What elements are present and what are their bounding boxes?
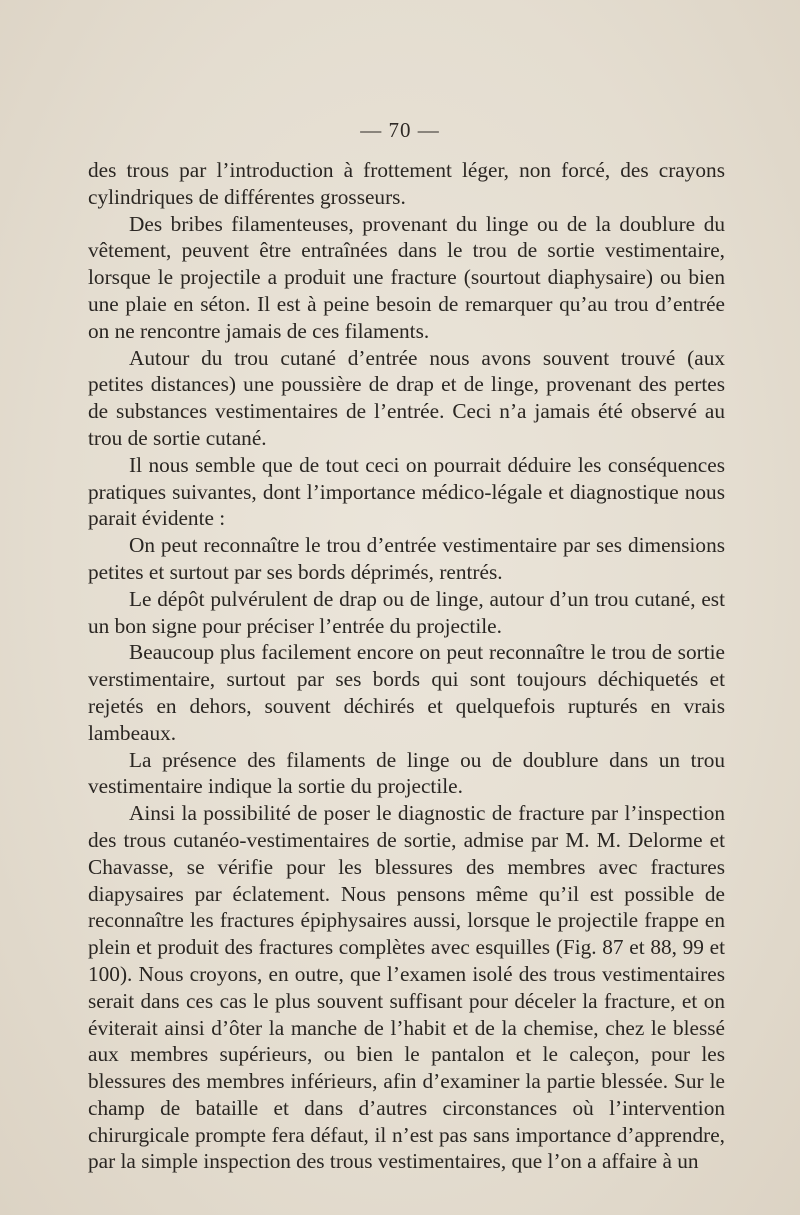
page-number: — 70 — xyxy=(360,118,440,142)
paragraph-consequences: Il nous semble que de tout ceci on pourrait déduire les conséquences pratiques suivantes, dont l’importance médico-légale et diagnostique nous parait évidente : xyxy=(88,452,725,531)
paragraph-powder: Autour du trou cutané d’entrée nous avons souvent trouvé (aux petites distances) une poussière de drap et de linge, provenant des pertes de substances vestimentaires de l’entrée. Ceci n’a jamais été observé au trou de sortie cutané. xyxy=(88,345,725,450)
body-text xyxy=(88,157,725,1175)
paragraph-entry-hole: On peut reconnaître le trou d’entrée vestimentaire par ses dimensions petites et surtout par ses bords déprimés, rentrés. xyxy=(88,533,725,584)
paragraph-continuation: des trous par l’introduction à frottement léger, non forcé, des crayons cylindriques de différentes grosseurs. xyxy=(88,158,725,209)
paragraph-exit-hole: Beaucoup plus facilement encore on peut reconnaître le trou de sortie verstimentaire, surtout par ses bords qui sont toujours déchiquetés et rejetés en dehors, souvent déchirés et quelquefois rupturés en vrais lambeaux. xyxy=(88,640,725,745)
paragraph-filaments: Des bribes filamenteuses, provenant du linge ou de la doublure du vêtement, peuvent être entraînées dans le trou de sortie vestimentaire, lorsque le projectile a produit une fracture (sourtout diaphysaire) ou bien une plaie en séton. Il est à peine besoin de remarquer qu’au trou d’entrée on ne rencontre jamais de ces filaments. xyxy=(88,211,725,343)
paragraph-deposit: Le dépôt pulvérulent de drap ou de linge, autour d’un trou cutané, est un bon signe pour préciser l’entrée du projectile. xyxy=(88,586,725,638)
paragraph-diagnosis: Ainsi la possibilité de poser le diagnostic de fracture par l’inspection des trous cutanéo-vestimentaires de sortie, admise par M. M. Delorme et Chavasse, se vérifie pour les blessures des membres avec fractures diapysaires par éclatement. Nous pensons même qu’il est possible de reconnaître les fractures épiphysaires aussi, lorsque le projectile frappe en plein et produit des fractures complètes avec esquilles (Fig. 87 et 88, 99 et 100). Nous croyons, en outre, que l’examen isolé des trous vestimentaires serait dans ces cas le plus souvent suffisant pour déceler la fracture, et on éviterait ainsi d’ôter la manche de l’habit et de la chemise, chez le blessé aux membres supérieurs, ou bien le pantalon et le caleçon, pour les blessures des membres inférieurs, afin d’examiner la partie blessée. Sur le champ de bataille et dans d’autres circonstances où l’intervention chirurgicale prompte fera défaut, il n’est pas sans importance d’apprendre, par la simple inspection des trous vestimentaires, que l’on a affaire à un xyxy=(88,801,725,1174)
paragraph-filament-presence: La présence des filaments de linge ou de doublure dans un trou vestimentaire indique la sortie du projectile. xyxy=(88,747,725,799)
